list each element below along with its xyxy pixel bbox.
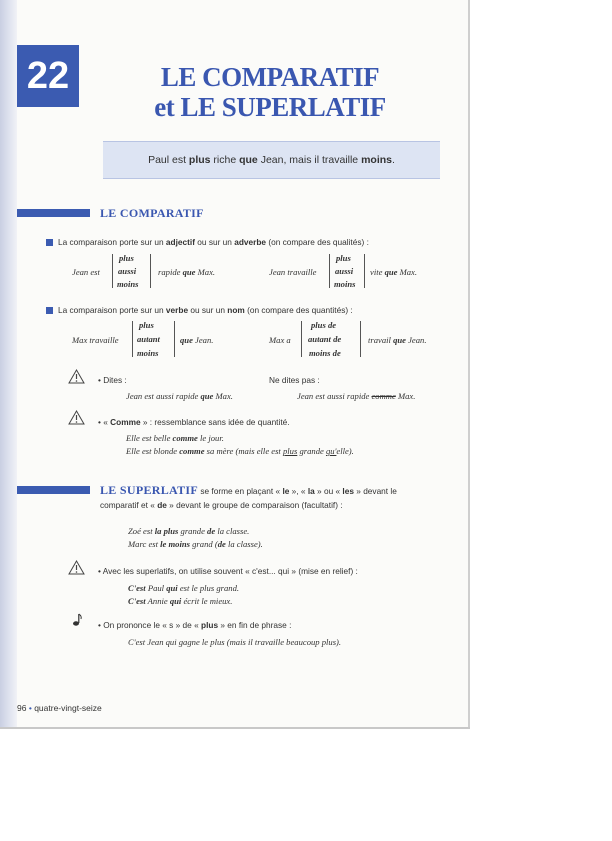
page-edge-bottom [0, 727, 470, 729]
note-ne-dites-pas-label: Ne dites pas : [269, 375, 320, 385]
chapter-number: 22 [17, 45, 79, 107]
warning-icon [68, 560, 85, 575]
comparison-word: moins de [309, 348, 341, 358]
bracket-line [132, 321, 133, 357]
side-color-bar [0, 0, 17, 727]
section-title-superlatif: LE SUPERLATIF [100, 483, 199, 497]
cest-qui-example-2: C'est Annie qui écrit le mieux. [128, 596, 233, 606]
comparison-word: moins [137, 348, 159, 358]
chapter-title-line1: LE COMPARATIF [160, 62, 380, 92]
bullet-square-icon [46, 307, 53, 314]
example-rest: rapide que Max. [158, 267, 216, 277]
chapter-title-line2: et LE SUPERLATIF [154, 92, 386, 122]
comme-example-1: Elle est belle comme le jour. [126, 433, 224, 443]
page-edge [468, 0, 470, 727]
example-subject: Max travaille [72, 335, 119, 345]
superlatif-example-2: Marc est le moins grand (de la classe). [128, 539, 263, 549]
page-footer: 96 • quatre-vingt-seize [17, 703, 102, 713]
example-box: Paul est plus riche que Jean, mais il travaille moins. [103, 141, 440, 179]
section-title-comparatif: LE COMPARATIF [100, 206, 204, 220]
note-prononciation: • On prononce le « s » de « plus » en fin de phrase : [98, 620, 292, 630]
warning-icon [68, 410, 85, 425]
bracket-line [360, 321, 361, 357]
incorrect-example: Jean est aussi rapide comme Max. [297, 391, 416, 401]
comparison-word: moins [334, 279, 356, 289]
example-subject: Jean travaille [269, 267, 317, 277]
rule-adjectif: La comparaison porte sur un adjectif ou sur un adverbe (on compare des qualités) : [58, 237, 369, 247]
bracket-line [329, 254, 330, 288]
bracket-line [364, 254, 365, 288]
section-rule [17, 486, 90, 494]
comparison-word: plus [139, 320, 154, 330]
example-rest: travail que Jean. [368, 335, 427, 345]
comparison-word: autant de [308, 334, 342, 344]
example-rest: que Jean. [180, 335, 214, 345]
comparison-word: autant [137, 334, 160, 344]
comparison-word: aussi [335, 266, 354, 276]
page-number-words: quatre-vingt-seize [34, 703, 102, 713]
comparison-word: plus [336, 253, 351, 263]
superlatif-example-1: Zoé est la plus grande de la classe. [128, 526, 250, 536]
prononciation-example: C'est Jean qui gagne le plus (mais il travaille beaucoup plus). [128, 637, 342, 647]
comparison-word: moins [117, 279, 139, 289]
superlatif-intro-line2: comparatif et « de » devant le groupe de comparaison (facultatif) : [100, 500, 343, 510]
bracket-line [174, 321, 175, 357]
comme-example-2: Elle est blonde comme sa mère (mais elle est plus grande qu'elle). [126, 446, 354, 456]
example-subject: Jean est [72, 267, 100, 277]
cest-qui-example-1: C'est Paul qui est le plus grand. [128, 583, 240, 593]
page-number: 96 [17, 703, 27, 713]
note-cest-qui: • Avec les superlatifs, on utilise souvent « c'est... qui » (mise en relief) : [98, 566, 358, 576]
bracket-line [150, 254, 151, 288]
example-rest: vite que Max. [370, 267, 418, 277]
note-dites-label: • Dites : [98, 375, 127, 385]
warning-icon [68, 369, 85, 384]
correct-example: Jean est aussi rapide que Max. [126, 391, 233, 401]
example-subject: Max a [269, 335, 291, 345]
music-note-icon [70, 612, 87, 627]
bracket-line [112, 254, 113, 288]
comparison-word: aussi [118, 266, 137, 276]
comparison-word: plus [119, 253, 134, 263]
section-rule [17, 209, 90, 217]
comparison-word: plus de [311, 320, 337, 330]
bullet-square-icon [46, 239, 53, 246]
bracket-line [301, 321, 302, 357]
superlatif-intro-line1: LE SUPERLATIF se forme en plaçant « le », « la » ou « les » devant le [100, 483, 397, 497]
note-comme: • « Comme » : ressemblance sans idée de quantité. [98, 417, 290, 427]
rule-verbe: La comparaison porte sur un verbe ou sur un nom (on compare des quantités) : [58, 305, 353, 315]
